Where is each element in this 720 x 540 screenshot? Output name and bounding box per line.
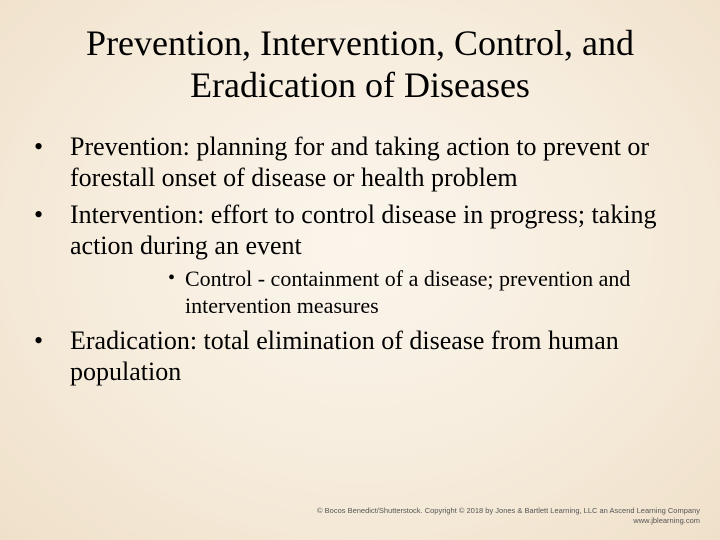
bullet-intervention-text: Intervention: effort to control disease in progress; taking action during an event	[70, 200, 657, 260]
bullet-eradication-text: Eradication: total elimination of disease from human population	[70, 326, 619, 386]
slide-title-line-1: Prevention, Intervention, Control, and	[86, 23, 634, 63]
copyright-footer	[317, 506, 700, 526]
bullet-prevention	[32, 131, 700, 193]
slide-title-line-2: Eradication of Diseases	[190, 65, 530, 105]
copyright-credit: © Bocos Benedict/Shutterstock. Copyright © 2018 by Jones & Bartlett Learning, LLC an Ascend Learning Company	[317, 506, 700, 515]
publisher-url: www.jblearning.com	[633, 516, 700, 525]
sub-bullet-control	[168, 265, 700, 319]
bullet-intervention	[32, 199, 700, 319]
bullet-list	[32, 131, 700, 393]
slide-title	[20, 22, 700, 106]
sub-bullet-list	[70, 265, 700, 319]
sub-bullet-control-text: Control - containment of a disease; prevention and intervention measures	[185, 266, 631, 318]
bullet-eradication	[32, 325, 700, 387]
bullet-prevention-text: Prevention: planning for and taking action to prevent or forestall onset of disease or health problem	[70, 132, 650, 192]
